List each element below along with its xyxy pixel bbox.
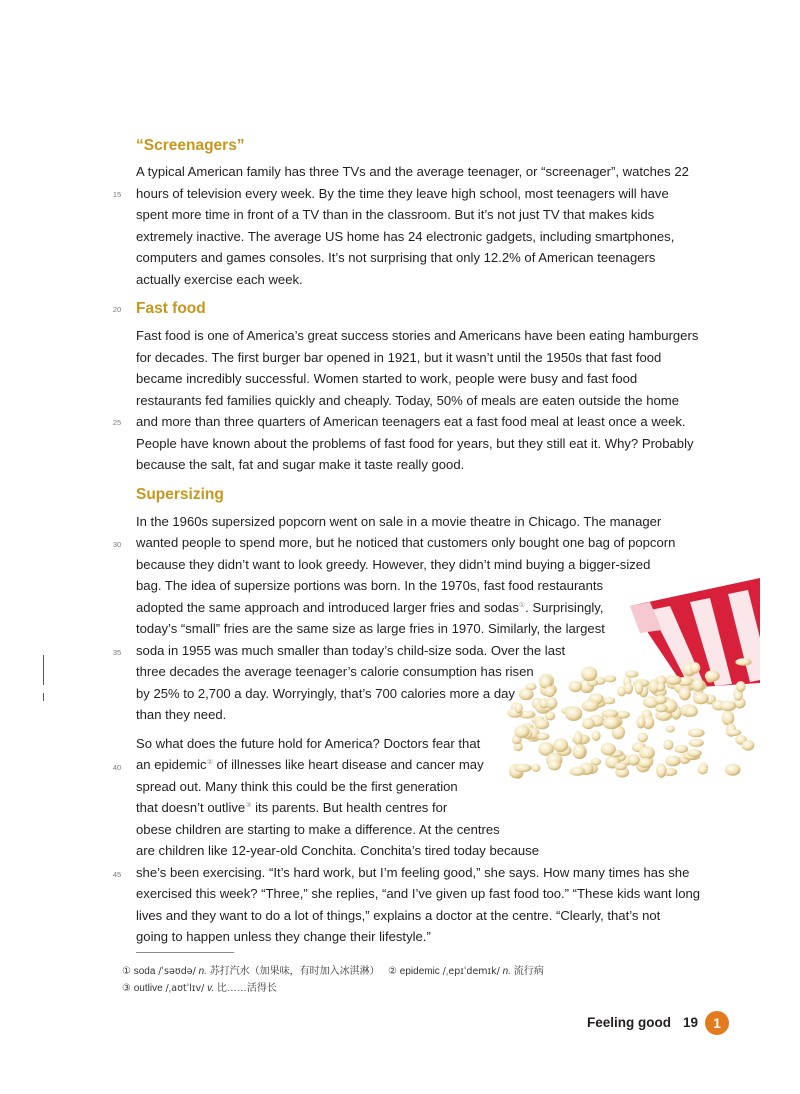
- footnote-mark: ②: [388, 966, 397, 977]
- popcorn-kernel: [690, 662, 700, 673]
- line-number: 30: [112, 540, 122, 549]
- popcorn-kernel: [532, 764, 541, 772]
- line-number: 35: [112, 648, 122, 657]
- line-text: its parents. But health centres for: [251, 800, 448, 815]
- paragraph-line: lives and they want to do a lot of things,” explains a doctor at the centre. “Clearly, that’s not: [136, 908, 661, 923]
- popcorn-kernel: [569, 681, 582, 692]
- popcorn-kernel: [674, 745, 688, 753]
- popcorn-kernel: [548, 760, 561, 770]
- popcorn-kernel: [705, 670, 720, 681]
- popcorn-kernel: [581, 667, 597, 682]
- footnote-mark: ①: [122, 966, 131, 977]
- popcorn-kernel: [546, 697, 557, 709]
- footnote-word: epidemic: [399, 966, 440, 977]
- line-text: . Surprisingly,: [525, 600, 604, 615]
- popcorn-kernel: [657, 683, 665, 692]
- line-number: 20: [112, 305, 122, 314]
- line-number: 25: [112, 418, 122, 427]
- paragraph-line: she’s been exercising. “It’s hard work, but I’m feeling good,” she says. How many times has she: [136, 865, 690, 880]
- popcorn-kernel: [582, 718, 595, 729]
- popcorn-kernel: [726, 729, 742, 736]
- line-number: 15: [112, 190, 122, 199]
- popcorn-illustration: [500, 578, 760, 788]
- paragraph-line: spent more time in front of a TV than in the classroom. But it’s not just TV that makes kids: [136, 207, 655, 222]
- popcorn-kernel: [573, 744, 586, 759]
- paragraph-line: for decades. The first burger bar opened in 1921, but it wasn’t until the 1950s that fast food: [136, 350, 662, 365]
- paragraph-line: A typical American family has three TVs and the average teenager, or “screenager”, watches 22: [136, 164, 689, 179]
- paragraph-line: obese children are starting to make a difference. At the centres: [136, 822, 500, 837]
- popcorn-kernel: [638, 732, 648, 742]
- footnote-pos: v.: [207, 983, 215, 994]
- paragraph-line: became incredibly successful. Women started to work, people were busy and fast food: [136, 371, 638, 386]
- popcorn-kernel: [639, 746, 655, 759]
- popcorn-kernel: [663, 740, 673, 751]
- paragraph-line: restaurants fed families quickly and cheaply. Today, 50% of meals are eaten outside the home: [136, 393, 679, 408]
- line-number: 45: [112, 870, 122, 879]
- popcorn-kernel: [514, 726, 529, 739]
- popcorn-kernel: [603, 717, 620, 730]
- popcorn-kernel: [565, 706, 582, 721]
- popcorn-kernel: [537, 733, 550, 741]
- popcorn-kernel: [666, 726, 675, 733]
- popcorn-kernels: [507, 658, 754, 779]
- footnote-mark: ③: [122, 983, 131, 994]
- popcorn-kernel: [736, 681, 746, 692]
- popcorn-kernel: [515, 703, 523, 714]
- popcorn-kernel: [685, 706, 698, 717]
- footnote-ipa: /ˌepɪˈdemɪk/: [442, 966, 500, 977]
- popcorn-kernel: [635, 680, 643, 695]
- popcorn-kernel: [692, 678, 704, 692]
- paragraph-line: three decades the average teenager’s calorie consumption has risen: [136, 664, 534, 679]
- footnote-line: [122, 979, 277, 994]
- popcorn-kernel: [592, 731, 601, 742]
- unit-badge: 1: [705, 1011, 729, 1035]
- section-heading-fast-food: Fast food: [136, 300, 206, 317]
- line-text: that doesn’t outlive: [136, 800, 246, 815]
- edge-mark: [43, 655, 44, 685]
- popcorn-kernel: [526, 683, 537, 690]
- footnote-ipa: /ˌaʊtˈlɪv/: [165, 983, 205, 994]
- popcorn-kernel: [553, 738, 568, 752]
- footer-label: Feeling good: [587, 1015, 671, 1030]
- footnote-mark: ③: [245, 802, 252, 809]
- line-text: an epidemic: [136, 757, 207, 772]
- popcorn-kernel: [625, 670, 638, 677]
- popcorn-kernel: [591, 758, 601, 765]
- popcorn-kernel: [742, 740, 755, 751]
- popcorn-kernel: [698, 765, 708, 774]
- paragraph-line: by 25% to 2,700 a day. Worryingly, that’s 700 calories more a day: [136, 686, 515, 701]
- popcorn-kernel: [734, 691, 743, 701]
- paragraph-line: actually exercise each week.: [136, 272, 303, 287]
- paragraph-line: In the 1960s supersized popcorn went on sale in a movie theatre in Chicago. The manager: [136, 514, 662, 529]
- paragraph-line: bag. The idea of supersize portions was born. In the 1970s, fast food restaurants: [136, 578, 604, 593]
- footnote-mark: ②: [206, 759, 213, 766]
- popcorn-kernel: [720, 701, 737, 711]
- paragraph-line: hours of television every week. By the time they leave high school, most teenagers will have: [136, 186, 669, 201]
- paragraph-line: than they need.: [136, 707, 227, 722]
- paragraph-line: soda in 1955 was much smaller than today’s child-size soda. Over the last: [136, 643, 566, 658]
- section-heading-screenagers: “Screenagers”: [136, 137, 245, 154]
- footnote-word: soda: [133, 966, 156, 977]
- footnote-pos: n.: [198, 966, 207, 977]
- paragraph-line: Fast food is one of America’s great success stories and Americans have been eating hamburgers: [136, 328, 699, 343]
- footnote-word: outlive: [133, 983, 163, 994]
- popcorn-kernel: [604, 697, 615, 704]
- popcorn-kernel: [582, 700, 599, 712]
- popcorn-kernel: [656, 763, 666, 778]
- popcorn-kernel: [636, 716, 645, 729]
- popcorn-kernel: [574, 731, 583, 745]
- paragraph-line: wanted people to spend more, but he noticed that customers only bought one bag of popcorn: [136, 535, 676, 550]
- paragraph-line: because they didn’t want to look greedy. However, they didn’t mind buying a bigger-sized: [136, 557, 651, 572]
- popcorn-kernel: [545, 686, 556, 697]
- paragraph-line: computers and games consoles. It’s not surprising that only 12.2% of American teenagers: [136, 250, 656, 265]
- popcorn-kernel: [535, 719, 549, 729]
- popcorn-kernel: [725, 764, 740, 776]
- popcorn-kernel: [689, 739, 704, 747]
- popcorn-kernel: [654, 695, 667, 704]
- popcorn-kernel: [601, 743, 616, 756]
- paragraph-line: So what does the future hold for America? Doctors fear that: [136, 736, 481, 751]
- footnote-line: [122, 962, 544, 977]
- paragraph-line: because the salt, fat and sugar make it taste really good.: [136, 457, 465, 472]
- footnote-rule: [136, 952, 234, 953]
- footnote-gloss: 比……活得长: [216, 983, 277, 994]
- paragraph-line: today’s “small” fries are the same size as large fries in 1970. Similarly, the largest: [136, 621, 605, 636]
- footnote-ipa: /ˈsəʊdə/: [158, 966, 196, 977]
- popcorn-kernel: [693, 693, 709, 705]
- footnote-gloss: 流行病: [513, 966, 544, 977]
- popcorn-kernel: [679, 687, 691, 701]
- popcorn-kernel: [735, 658, 751, 666]
- popcorn-kernel: [569, 767, 585, 776]
- edge-mark: [43, 693, 44, 701]
- paragraph-line: People have known about the problems of fast food for years, but they still eat it. Why? Probably: [136, 436, 694, 451]
- paragraph-line: and more than three quarters of American teenagers eat a fast food meal at least once a week.: [136, 414, 686, 429]
- line-text: adopted the same approach and introduced larger fries and sodas: [136, 600, 519, 615]
- footnote-gloss: 苏打汽水（加果味，有时加入冰淇淋）: [209, 966, 380, 977]
- popcorn-kernel: [655, 704, 667, 712]
- popcorn-kernel: [665, 675, 681, 685]
- popcorn-kernel: [665, 756, 680, 767]
- popcorn-kernel: [514, 764, 532, 772]
- popcorn-kernel: [624, 682, 633, 694]
- paragraph-line: [136, 800, 447, 816]
- paragraph-line: are children like 12-year-old Conchita. Conchita’s tired today because: [136, 843, 539, 858]
- paragraph-line: extremely inactive. The average US home has 24 electronic gadgets, including smartphones,: [136, 229, 675, 244]
- popcorn-kernel: [604, 675, 616, 682]
- section-heading-supersizing: Supersizing: [136, 486, 224, 503]
- paragraph-line: [136, 757, 484, 773]
- paragraph-line: spread out. Many think this could be the first generation: [136, 779, 458, 794]
- footnote-pos: n.: [502, 966, 511, 977]
- paragraph-line: going to happen unless they change their lifestyle.”: [136, 929, 431, 944]
- popcorn-kernel: [687, 749, 702, 757]
- paragraph-line: exercised this week? “Three,” she replies, “and I’ve given up fast food too.” “These kids want long: [136, 886, 701, 901]
- popcorn-kernel: [722, 711, 735, 726]
- line-text: of illnesses like heart disease and cancer may: [212, 757, 484, 772]
- popcorn-kernel: [615, 763, 627, 771]
- footnote-mark: ①: [518, 602, 526, 609]
- popcorn-kernel: [688, 729, 705, 738]
- page-number: 19: [683, 1015, 699, 1030]
- line-number: 40: [112, 763, 122, 772]
- popcorn-kernel: [628, 754, 640, 766]
